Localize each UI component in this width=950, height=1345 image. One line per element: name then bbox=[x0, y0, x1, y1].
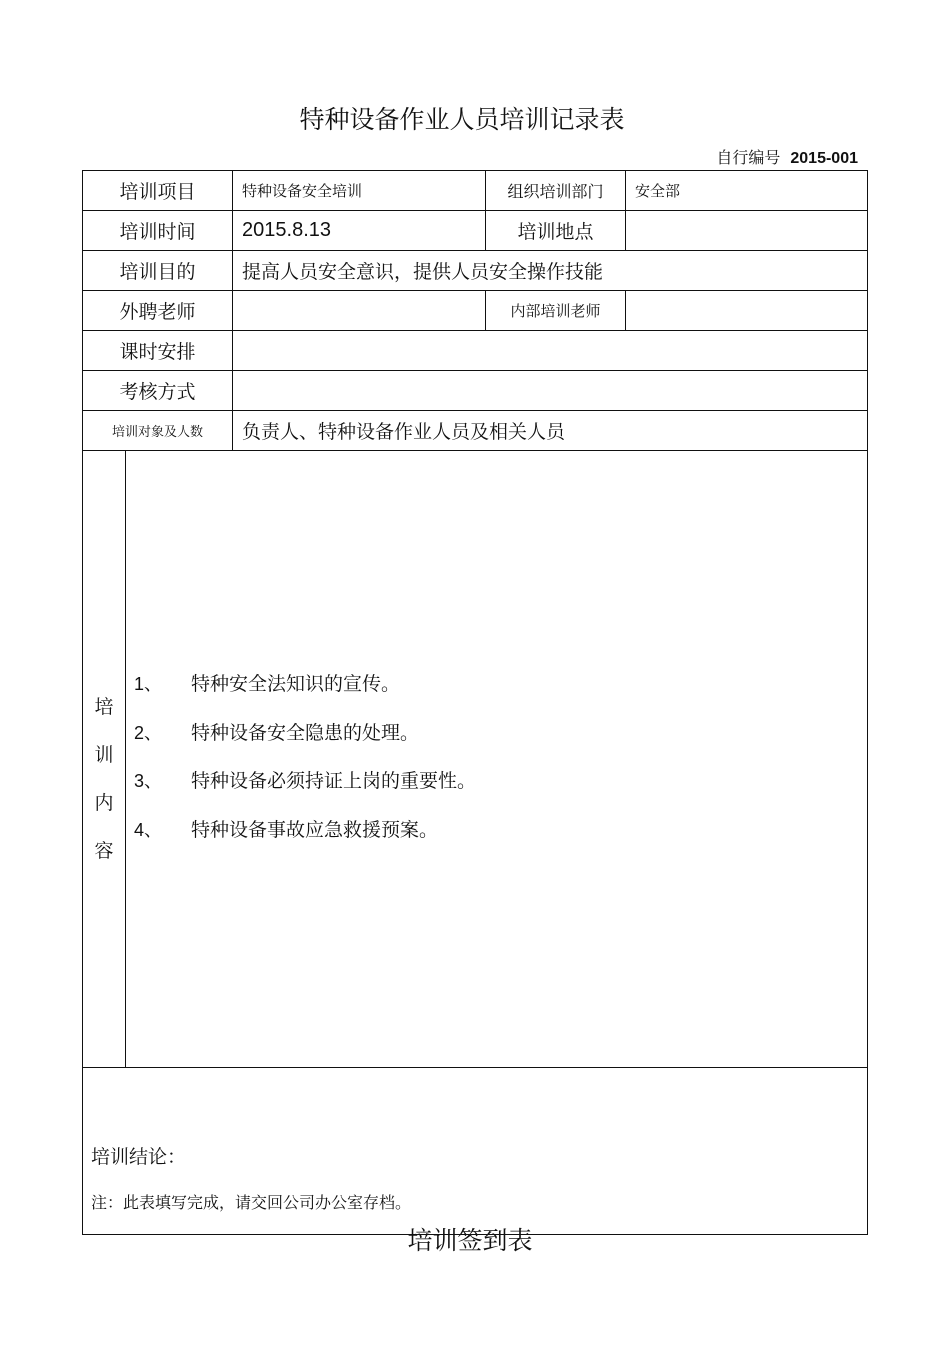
project-label: 培训项目 bbox=[83, 171, 233, 211]
list-item bbox=[134, 718, 867, 767]
conclusion-label: 培训结论： bbox=[91, 1145, 187, 1168]
item-number: 1、 bbox=[134, 674, 163, 694]
item-text: 特种设备事故应急救援预案。 bbox=[191, 818, 439, 841]
external-teacher-value[interactable] bbox=[233, 291, 486, 331]
serial-number bbox=[716, 145, 858, 168]
item-number: 4、 bbox=[134, 819, 163, 840]
item-text: 特种安全法知识的宣传。 bbox=[191, 673, 401, 695]
place-value[interactable] bbox=[626, 211, 868, 251]
item-text: 特种设备必须持证上岗的重要性。 bbox=[191, 770, 477, 792]
time-label: 培训时间 bbox=[83, 211, 233, 251]
internal-teacher-label: 内部培训老师 bbox=[486, 291, 626, 331]
footer-note: 注：此表填写完成，请交回公司办公室存档。 bbox=[91, 1193, 412, 1212]
list-item bbox=[134, 669, 867, 718]
dept-value[interactable]: 安全部 bbox=[626, 171, 868, 211]
schedule-label: 课时安排 bbox=[83, 331, 233, 371]
sign-in-title: 培训签到表 bbox=[407, 1226, 533, 1255]
content-label-char: 内 bbox=[94, 792, 114, 814]
content-label bbox=[83, 451, 126, 1068]
item-number: 2、 bbox=[134, 722, 163, 743]
list-item bbox=[134, 766, 867, 815]
schedule-value[interactable] bbox=[233, 331, 868, 371]
assessment-label: 考核方式 bbox=[83, 371, 233, 411]
content-label-char: 训 bbox=[94, 744, 114, 766]
content-label-char: 容 bbox=[94, 840, 114, 862]
item-number: 3、 bbox=[134, 771, 163, 791]
project-value[interactable]: 特种设备安全培训 bbox=[233, 171, 486, 211]
list-item bbox=[134, 815, 867, 864]
content-body[interactable] bbox=[126, 451, 868, 1068]
purpose-value[interactable]: 提高人员安全意识，提供人员安全操作技能 bbox=[233, 251, 868, 291]
serial-value: 2015-001 bbox=[790, 150, 858, 167]
external-teacher-label: 外聘老师 bbox=[83, 291, 233, 331]
purpose-label: 培训目的 bbox=[83, 251, 233, 291]
audience-value[interactable]: 负责人、特种设备作业人员及相关人员 bbox=[233, 411, 868, 451]
page-title: 特种设备作业人员培训记录表 bbox=[299, 105, 625, 134]
time-value[interactable]: 2015.8.13 bbox=[233, 211, 486, 251]
assessment-value[interactable] bbox=[233, 371, 868, 411]
training-record-table bbox=[82, 170, 868, 1235]
place-label: 培训地点 bbox=[486, 211, 626, 251]
serial-label: 自行编号 bbox=[716, 148, 781, 167]
audience-label: 培训对象及人数 bbox=[83, 411, 233, 451]
dept-label: 组织培训部门 bbox=[486, 171, 626, 211]
item-text: 特种设备安全隐患的处理。 bbox=[191, 721, 420, 744]
content-label-char: 培 bbox=[94, 696, 114, 718]
internal-teacher-value[interactable] bbox=[626, 291, 868, 331]
